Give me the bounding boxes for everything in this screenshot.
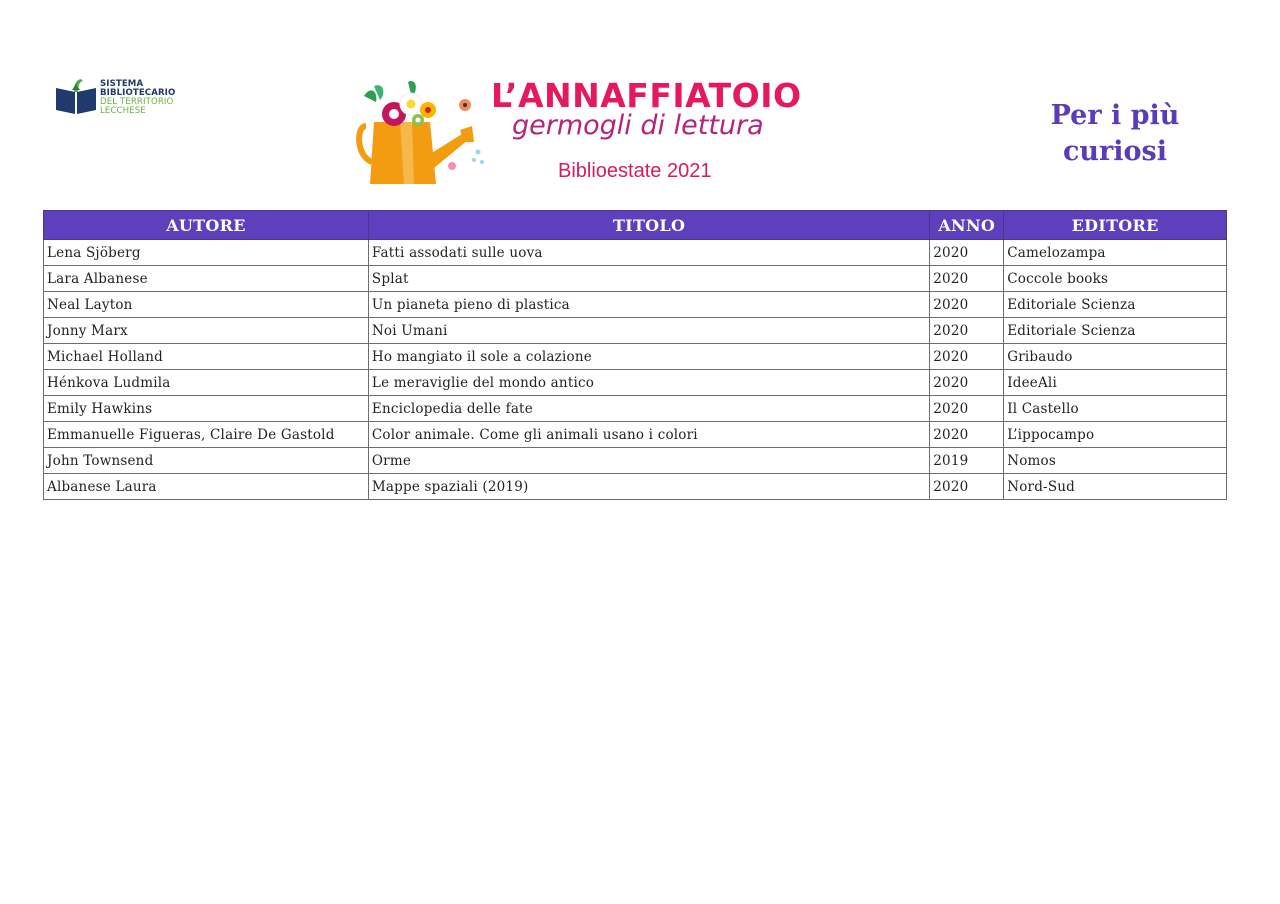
cell-autore: Lara Albanese [44, 266, 369, 292]
cell-editore: Editoriale Scienza [1004, 292, 1227, 318]
cell-titolo: Enciclopedia delle fate [368, 396, 929, 422]
cell-autore: Michael Holland [44, 344, 369, 370]
cell-titolo: Color animale. Come gli animali usano i colori [368, 422, 929, 448]
book-list-table [43, 210, 1227, 500]
cell-editore: IdeeAli [1004, 370, 1227, 396]
table-row [44, 370, 1227, 396]
table-row [44, 422, 1227, 448]
table-row [44, 292, 1227, 318]
cell-titolo: Le meraviglie del mondo antico [368, 370, 929, 396]
table-row [44, 448, 1227, 474]
banner-title: L’ANNAFFIATOIO [491, 76, 802, 115]
cell-editore: Gribaudo [1004, 344, 1227, 370]
book-logo-icon [54, 78, 98, 116]
cell-autore: Neal Layton [44, 292, 369, 318]
cell-anno: 2019 [930, 448, 1004, 474]
table-row [44, 266, 1227, 292]
table-row [44, 318, 1227, 344]
cell-editore: Coccole books [1004, 266, 1227, 292]
cell-anno: 2020 [930, 240, 1004, 266]
banner-subtitle: germogli di lettura [512, 110, 764, 141]
cell-autore: Lena Sjöberg [44, 240, 369, 266]
table-row [44, 474, 1227, 500]
cell-autore: Emmanuelle Figueras, Claire De Gastold [44, 422, 369, 448]
cell-autore: John Townsend [44, 448, 369, 474]
watering-can-icon [356, 76, 486, 186]
cell-editore: Camelozampa [1004, 240, 1227, 266]
banner-season: Biblioestate 2021 [558, 160, 712, 182]
cell-titolo: Fatti assodati sulle uova [368, 240, 929, 266]
cell-anno: 2020 [930, 318, 1004, 344]
cell-editore: Il Castello [1004, 396, 1227, 422]
cell-autore: Albanese Laura [44, 474, 369, 500]
cell-anno: 2020 [930, 474, 1004, 500]
table-header-row [44, 211, 1227, 240]
cell-editore: Nomos [1004, 448, 1227, 474]
cell-editore: L’ippocampo [1004, 422, 1227, 448]
cell-titolo: Splat [368, 266, 929, 292]
cell-autore: Jonny Marx [44, 318, 369, 344]
column-header-editore: EDITORE [1004, 211, 1227, 240]
cell-autore: Hénkova Ludmila [44, 370, 369, 396]
cell-anno: 2020 [930, 422, 1004, 448]
event-banner [356, 76, 816, 188]
column-header-titolo: TITOLO [368, 211, 929, 240]
cell-titolo: Orme [368, 448, 929, 474]
column-header-anno: ANNO [930, 211, 1004, 240]
cell-titolo: Un pianeta pieno di plastica [368, 292, 929, 318]
library-system-name: SISTEMA BIBLIOTECARIO DEL TERRITORIO LECCHESE [100, 79, 176, 116]
table-row [44, 344, 1227, 370]
cell-titolo: Mappe spaziali (2019) [368, 474, 929, 500]
library-system-logo [52, 68, 192, 120]
column-header-autore: AUTORE [44, 211, 369, 240]
cell-titolo: Ho mangiato il sole a colazione [368, 344, 929, 370]
cell-anno: 2020 [930, 266, 1004, 292]
cell-anno: 2020 [930, 292, 1004, 318]
section-title: Per i più curiosi [1050, 100, 1180, 167]
cell-anno: 2020 [930, 396, 1004, 422]
table-row [44, 396, 1227, 422]
table-row [44, 240, 1227, 266]
cell-anno: 2020 [930, 370, 1004, 396]
cell-titolo: Noi Umani [368, 318, 929, 344]
cell-anno: 2020 [930, 344, 1004, 370]
cell-editore: Nord-Sud [1004, 474, 1227, 500]
cell-editore: Editoriale Scienza [1004, 318, 1227, 344]
cell-autore: Emily Hawkins [44, 396, 369, 422]
